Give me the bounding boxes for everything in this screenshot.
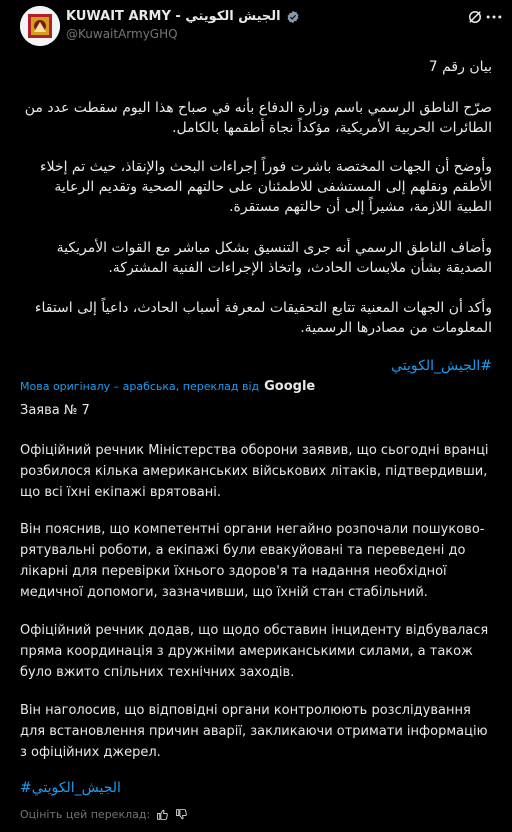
kuwait-army-emblem-icon — [20, 6, 60, 46]
thumbs-up-icon[interactable] — [156, 808, 169, 821]
translation-hashtag[interactable]: #الجيش_الكويتي — [20, 780, 121, 796]
translation-paragraph-1: Офіційний речник Міністерства оборони заявив, що сьогодні вранці розбилося кілька американських військових літаків, підтвердивши, що всі їхні екіпажі врятовані. — [20, 443, 489, 500]
grok-icon[interactable] — [466, 8, 484, 26]
verified-badge-icon — [286, 10, 300, 24]
more-options-icon[interactable] — [484, 7, 504, 27]
original-paragraph-2: وأوضح أن الجهات المختصة باشرت فوراً إجراءات البحث والإنقاذ، حيث تم إخلاء الأطقم ونقلهم إلى المستشفى للاطمئنان على حالتهم الصحية وتقديم الرعاية الطبية اللازمة، مشيراً إلى أن حالتهم مستقرة. — [39, 159, 492, 215]
tweet-header — [20, 0, 492, 50]
name-row — [66, 9, 300, 24]
rate-translation — [20, 808, 492, 821]
original-hashtag[interactable]: #الجيش_الكويتي — [391, 358, 492, 374]
display-name[interactable]: KUWAIT ARMY - الجيش الكويتي — [66, 9, 281, 24]
translation-notice-text[interactable]: Мова оригіналу – арабська, переклад від — [20, 380, 260, 393]
translation-paragraph-2: Він пояснив, що компетентні органи негайно розпочали пошуково-рятувальні роботи, а екіпажі були евакуйовані та переведені до лікарні для перевірки їхнього здоров'я та надання необхідної медичної допомоги, зазначивши, що їхній стан стабільний. — [20, 522, 485, 600]
translation-paragraph-3: Офіційний речник додав, що щодо обставин інциденту відбувалася пряма координація з дружніми американськими силами, а також було вжито спільних технічних заходів. — [20, 623, 489, 680]
google-logo: Google — [264, 379, 316, 394]
account-handle[interactable]: @KuwaitArmyGHQ — [66, 27, 178, 41]
translation-paragraph-4: Він наголосив, що відповідні органи контролюють розслідування для встановлення причин аварії, закликаючи отримати інформацію з офіційних джерел. — [20, 703, 488, 760]
original-paragraph-3: وأضاف الناطق الرسمي أنه جرى التنسيق بشكل مباشر مع القوات الأمريكية الصديقة بشأن ملابسات الحادث، واتخاذ الإجراءات الفنية المشتركة. — [56, 240, 492, 276]
original-title: بيان رقم 7 — [428, 59, 492, 75]
original-paragraph-1: صرّح الناطق الرسمي باسم وزارة الدفاع بأنه في صباح هذا اليوم سقطت عدد من الطائرات الحربية الأمريكية، مؤكداً نجاة أطقمها بالكامل. — [24, 100, 492, 136]
avatar[interactable] — [20, 6, 60, 46]
translation-title: Заява № 7 — [20, 403, 90, 418]
translation-notice — [20, 379, 492, 394]
thumbs-down-icon[interactable] — [175, 808, 188, 821]
rate-translation-label: Оцініть цей переклад: — [20, 808, 151, 821]
original-paragraph-4: وأكد أن الجهات المعنية تتابع التحقيقات لمعرفة أسباب الحادث، داعياً إلى استقاء المعلومات من مصادرها الرسمية. — [34, 300, 492, 336]
